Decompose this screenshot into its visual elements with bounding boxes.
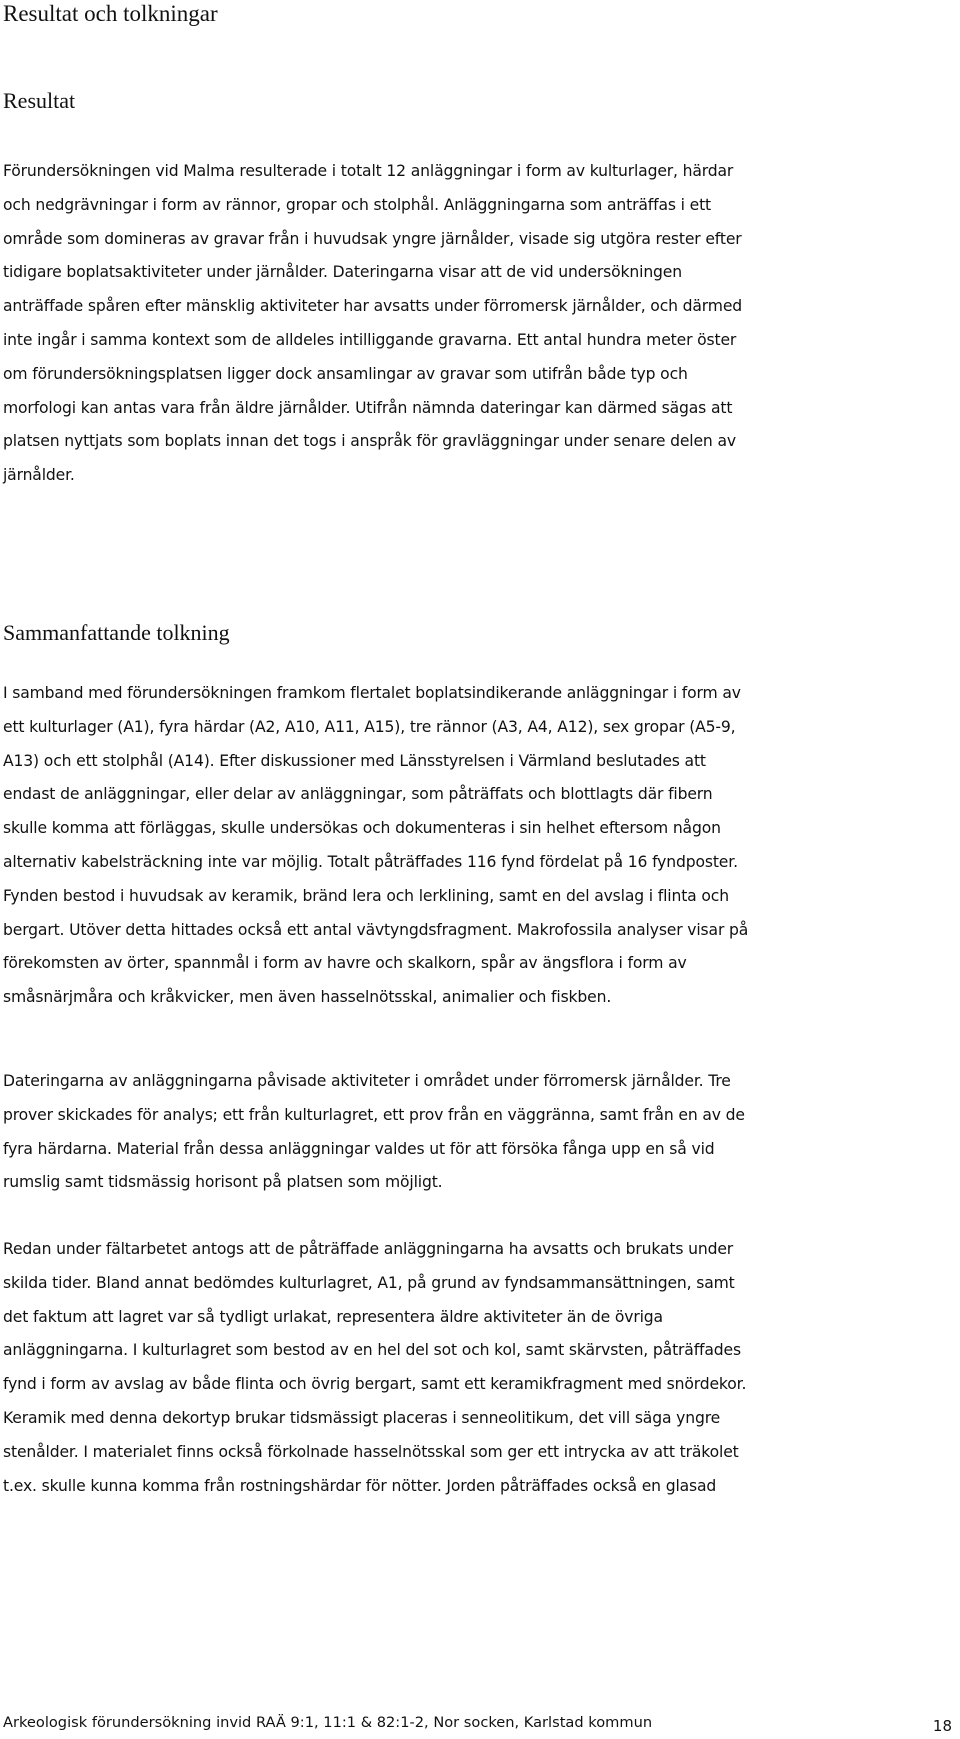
text-line: inte ingår i samma kontext som de alldeles intilliggande gravarna. Ett antal hundra meter öster [3,330,737,349]
text-line: småsnärjmåra och kråkvicker, men även hasselnötsskal, animalier och fiskben. [3,988,612,1007]
text-line: A13) och ett stolphål (A14). Efter diskussioner med Länsstyrelsen i Värmland beslutades att [3,751,706,770]
text-line: anläggningarna. I kulturlagret som bestod av en hel del sot och kol, samt skärvsten, påträffades [3,1341,741,1360]
paragraph-summary-2 [3,1065,948,1200]
text-line: ett kulturlager (A1), fyra härdar (A2, A10, A11, A15), tre rännor (A3, A4, A12), sex gropar (A5-9, [3,717,736,736]
text-line: det faktum att lagret var så tydligt urlakat, representera äldre aktiviteter än de övriga [3,1307,663,1326]
section-heading-sammanfattande-tolkning: Sammanfattande tolkning [3,620,230,645]
text-line: Fynden bestod i huvudsak av keramik, bränd lera och lerklining, samt en del avslag i flinta och [3,886,729,905]
text-line: prover skickades för analys; ett från kulturlagret, ett prov från en väggränna, samt från en av de [3,1105,745,1124]
text-line: järnålder. [3,466,75,485]
main-heading: Resultat och tolkningar [3,1,218,26]
paragraph-resultat [3,155,948,493]
text-line: skulle komma att förläggas, skulle undersökas och dokumenteras i sin helhet eftersom någon [3,819,721,838]
text-line: fynd i form av avslag av både flinta och övrig bergart, samt ett keramikfragment med snördekor. [3,1375,747,1394]
text-line: I samband med förundersökningen framkom flertalet boplatsindikerande anläggningar i form av [3,684,741,702]
text-line: platsen nyttjats som boplats innan det togs i anspråk för gravläggningar under senare delen av [3,432,736,451]
text-line: bergart. Utöver detta hittades också ett antal vävtyngdsfragment. Makrofossila analyser visar på [3,920,749,939]
text-line: endast de anläggningar, eller delar av anläggningar, som påträffats och blottlagts där fibern [3,785,713,804]
text-line: skilda tider. Bland annat bedömdes kulturlagret, A1, på grund av fyndsammansättningen, samt [3,1273,735,1292]
text-line: om förundersökningsplatsen ligger dock ansamlingar av gravar som utifrån både typ och [3,364,688,383]
paragraph-summary-3 [3,1233,948,1503]
text-line: rumslig samt tidsmässig horisont på platsen som möjligt. [3,1173,443,1192]
text-line: tidigare boplatsaktiviteter under järnålder. Dateringarna visar att de vid undersökningen [3,263,682,282]
text-line: t.ex. skulle kunna komma från rostningshärdar för nötter. Jorden påträffades också en glasad [3,1476,717,1495]
text-line: morfologi kan antas vara från äldre järnålder. Utifrån nämnda dateringar kan därmed sägas att [3,398,733,417]
text-line: område som domineras av gravar från i huvudsak yngre järnålder, visade sig utgöra rester efter [3,229,742,248]
text-line: och nedgrävningar i form av rännor, gropar och stolphål. Anläggningarna som anträffas i ett [3,195,711,214]
text-line: alternativ kabelsträckning inte var möjlig. Totalt påträffades 116 fynd fördelat på 16 fyndposter. [3,852,738,871]
text-line: stenålder. I materialet finns också förkolnade hasselnötsskal som ger ett intrycka av att träkolet [3,1442,739,1461]
text-line: Redan under fältarbetet antogs att de påträffade anläggningarna ha avsatts och brukats under [3,1240,734,1258]
paragraph-summary-1 [3,677,948,1015]
text-line: anträffade spåren efter mänsklig aktiviteter har avsatts under förromersk järnålder, och därmed [3,297,743,316]
page-footer [0,1707,960,1737]
section-heading-resultat: Resultat [3,88,76,113]
page-number: 18 [932,1717,952,1735]
text-line: Förundersökningen vid Malma resulterade i totalt 12 anläggningar i form av kulturlager, härdar [3,162,734,180]
text-line: fyra härdarna. Material från dessa anläggningar valdes ut för att försöka fånga upp en så vid [3,1139,715,1158]
text-line: förekomsten av örter, spannmål i form av havre och skalkorn, spår av ängsflora i form av [3,954,687,973]
footer-text: Arkeologisk förundersökning invid RAÄ 9:1, 11:1 & 82:1-2, Nor socken, Karlstad kommun [3,1714,653,1731]
text-line: Keramik med denna dekortyp brukar tidsmässigt placeras i senneolitikum, det vill säga yngre [3,1408,721,1427]
text-line: Dateringarna av anläggningarna påvisade aktiviteter i området under förromersk järnålder. Tre [3,1072,731,1090]
